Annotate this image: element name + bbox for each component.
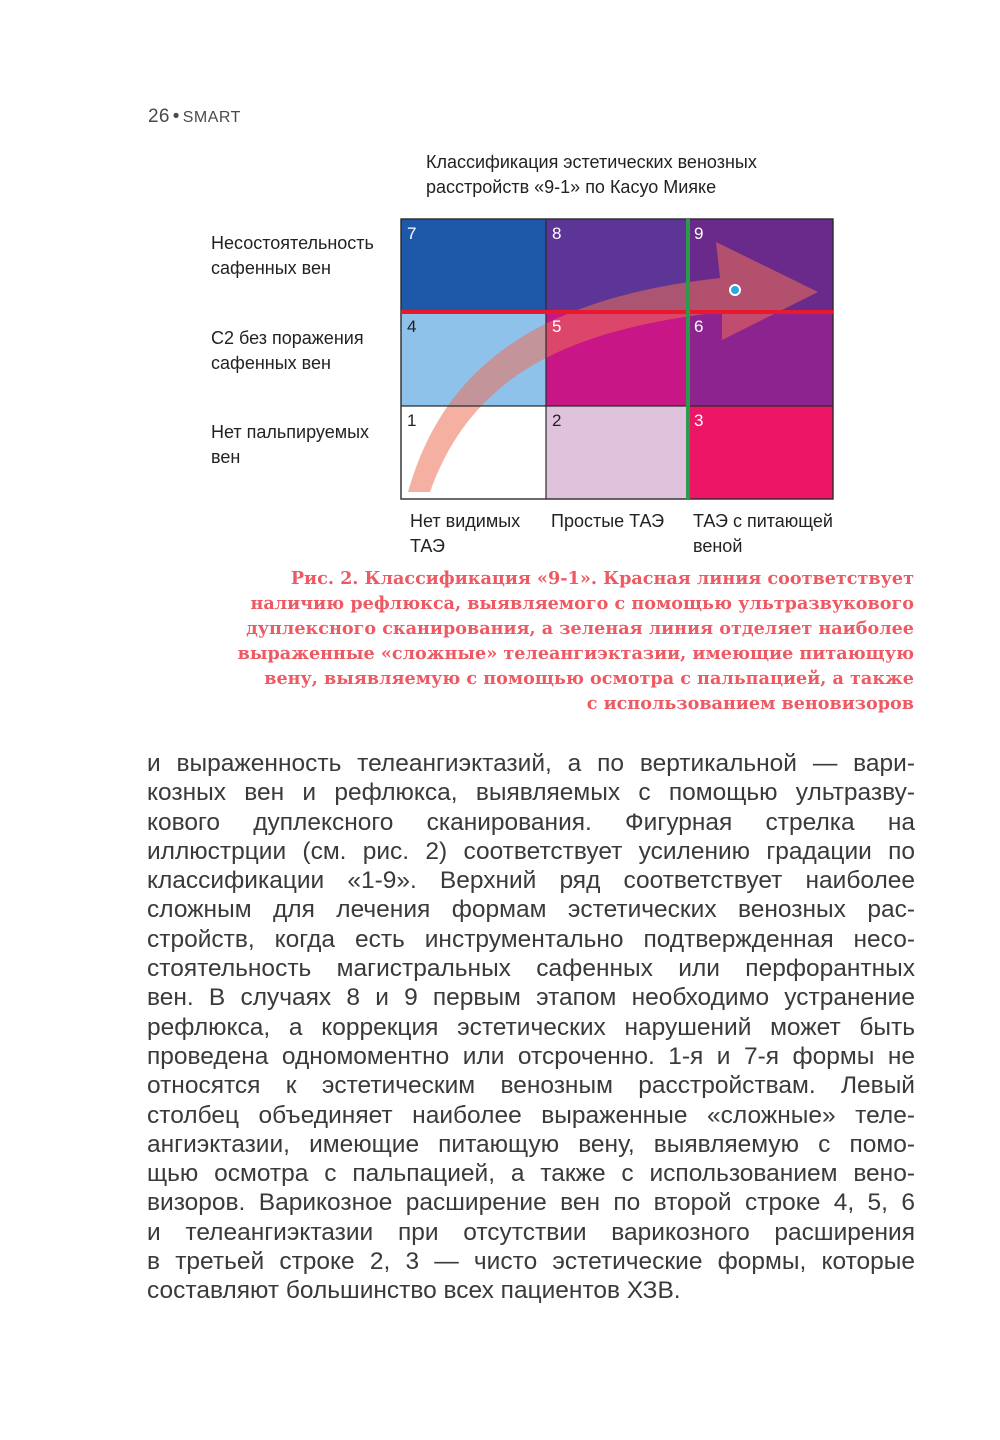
body-line: визоров. Варикозное расширение вен по второй строке 4, 5, 6 bbox=[147, 1189, 915, 1217]
column-label-no-visible-tae: Нет видимых ТАЭ bbox=[410, 511, 521, 556]
matrix-cell-3 bbox=[688, 406, 833, 499]
matrix-cell-number: 6 bbox=[694, 317, 704, 336]
body-line: щью осмотра с пальпацией, а также с использованием вено- bbox=[147, 1160, 915, 1188]
matrix-cell-number: 9 bbox=[694, 224, 704, 243]
body-line: рефлюкса, а коррекция эстетических нарушений может быть bbox=[147, 1013, 915, 1041]
matrix-cells bbox=[401, 219, 833, 499]
classification-matrix bbox=[0, 0, 1000, 560]
caption-line: Рис. 2. Классификация «9-1». Красная линия соответствует bbox=[290, 568, 914, 589]
matrix-cell-number: 1 bbox=[407, 411, 417, 430]
body-line: козных вен и рефлюкса, выявляемых с помощью ультразву- bbox=[147, 779, 915, 807]
body-text bbox=[147, 749, 915, 1306]
body-line: и телеангиэктазии при отсутствии варикозного расширения bbox=[147, 1218, 915, 1246]
body-line: стройств, когда есть инструментально подтвержденная несо- bbox=[147, 925, 915, 953]
body-line: сложным для лечения формам эстетических венозных рас- bbox=[147, 896, 915, 924]
figure-title-line: Классификация эстетических венозных bbox=[426, 152, 757, 172]
row-label-no-palpable-veins: Нет пальпируемых вен bbox=[211, 422, 370, 467]
figure-title-line: расстройств «9-1» по Касуо Мияке bbox=[426, 177, 717, 197]
matrix-cell-6 bbox=[688, 312, 833, 406]
position-marker bbox=[730, 285, 740, 295]
running-head-separator: • bbox=[172, 106, 180, 127]
body-line: и выраженность телеангиэктазий, а по вертикальной — вари- bbox=[147, 750, 915, 777]
caption-line: дуплексного сканирования, а зеленая линия отделяет наиболее bbox=[246, 618, 914, 639]
caption-line: с использованием веновизоров bbox=[586, 693, 914, 714]
body-line: составляют большинство всех пациентов ХЗВ. bbox=[147, 1277, 681, 1305]
caption-line: выраженные «сложные» телеангиэктазии, имеющие питающую bbox=[237, 643, 914, 664]
figure-caption bbox=[190, 566, 914, 716]
matrix-cell-number: 5 bbox=[552, 317, 562, 336]
matrix-cell-number: 7 bbox=[407, 224, 417, 243]
caption-line: вену, выявляемую с помощью осмотра с пальпацией, а также bbox=[264, 668, 914, 689]
running-head-section: SMART bbox=[182, 109, 241, 126]
matrix-cell-number: 4 bbox=[407, 317, 417, 336]
matrix-cell-number: 2 bbox=[552, 411, 562, 430]
body-line: классификации «1-9». Верхний ряд соответствует наиболее bbox=[147, 867, 915, 895]
body-line: кового дуплексного сканирования. Фигурная стрелка на bbox=[147, 808, 915, 836]
body-line: относятся к эстетическим венозным расстройствам. Левый bbox=[147, 1072, 915, 1100]
matrix-cell-number: 3 bbox=[694, 411, 704, 430]
matrix-cell-2 bbox=[546, 406, 688, 499]
column-label-simple-tae: Простые ТАЭ bbox=[551, 511, 665, 531]
body-line: ангиэктазии, имеющие питающую вену, выявляемую с помо- bbox=[147, 1130, 915, 1158]
matrix-cell-number: 8 bbox=[552, 224, 562, 243]
body-line: вен. В случаях 8 и 9 первым этапом необходимо устранение bbox=[147, 984, 915, 1012]
body-line: стоятельность магистральных сафенных или перфорантных bbox=[147, 955, 915, 983]
caption-line: наличию рефлюкса, выявляемого с помощью ультразвукового bbox=[250, 593, 914, 614]
page-number: 26 bbox=[148, 106, 170, 127]
row-label-c2: С2 без поражения сафенных вен bbox=[211, 328, 364, 373]
row-label-saphenous-insufficiency: Несостоятельность сафенных вен bbox=[211, 233, 374, 278]
column-label-tae-feeding-vein: ТАЭ с питающей веной bbox=[693, 511, 833, 556]
body-line: в третьей строке 2, 3 — чисто эстетические формы, которые bbox=[147, 1248, 915, 1276]
body-line: столбец объединяет наиболее выраженные «сложные» теле- bbox=[147, 1101, 915, 1129]
matrix-cell-7 bbox=[401, 219, 546, 312]
body-line: иллюстрции (см. рис. 2) соответствует усилению градации по bbox=[147, 837, 915, 865]
body-line: проведена одномоментно или отсроченно. 1-я и 7-я формы не bbox=[147, 1042, 915, 1070]
